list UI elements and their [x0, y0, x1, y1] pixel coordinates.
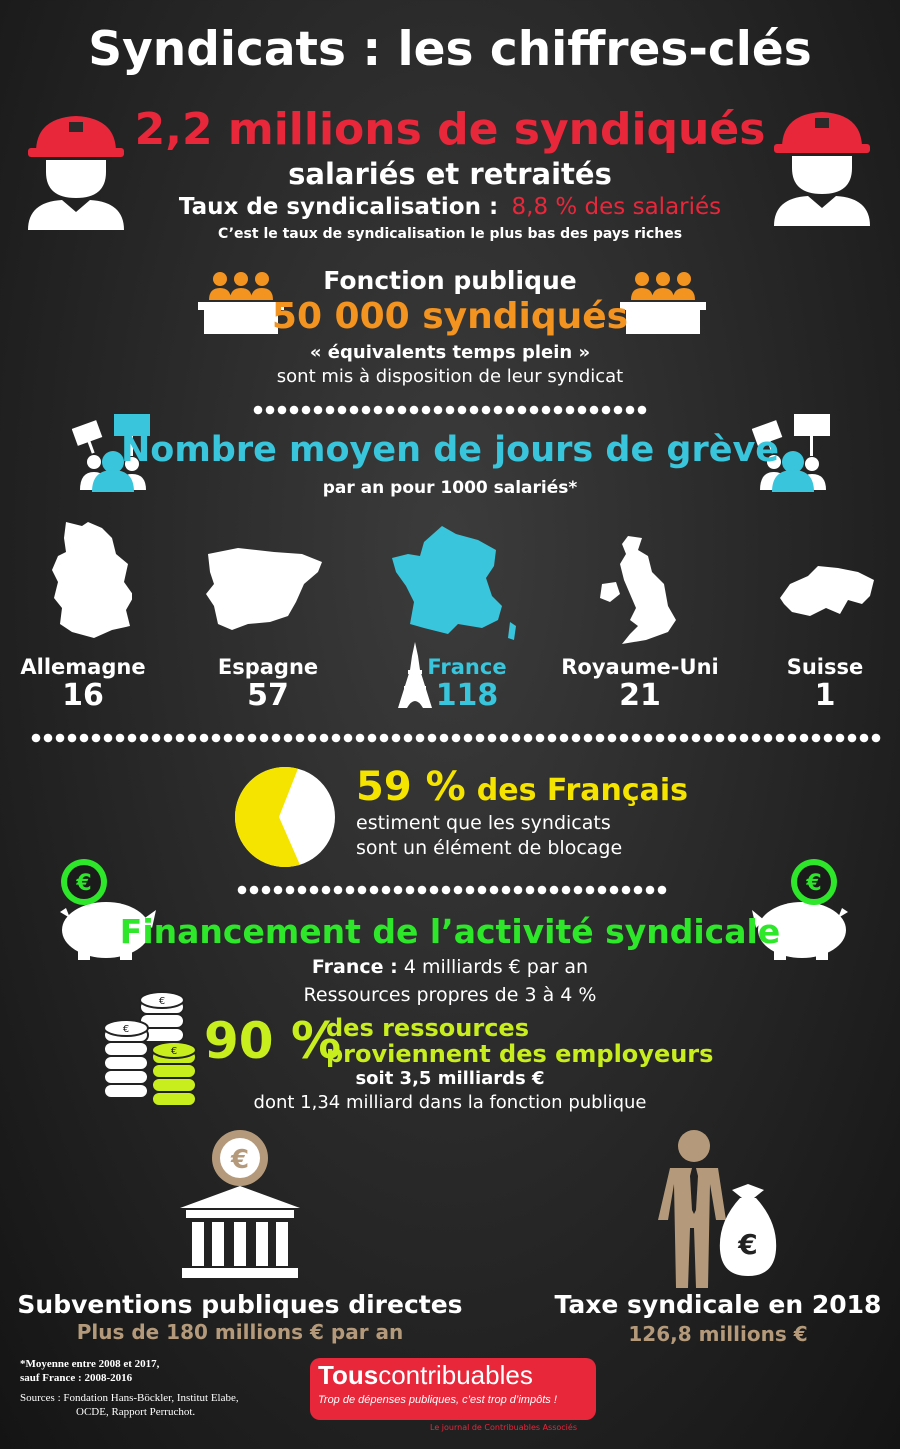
spain-map-icon — [204, 540, 326, 640]
country-name-spain: Espagne — [217, 655, 319, 679]
employer-share-percent: 90 % — [204, 1012, 342, 1070]
financing-detail2: dont 1,34 milliard dans la fonction publique — [253, 1092, 647, 1113]
opinion-line1: estiment que les syndicats — [356, 812, 611, 834]
logo-title — [318, 1360, 533, 1391]
svg-text:€: € — [230, 1145, 250, 1175]
country-value-france: 118 — [435, 678, 499, 713]
footnote — [20, 1357, 239, 1419]
page-title: Syndicats : les chiffres-clés — [88, 22, 812, 77]
svg-text:€: € — [806, 871, 822, 896]
logo-word2: contribuables — [378, 1360, 533, 1390]
strikes-sub: par an pour 1000 salariés* — [322, 478, 578, 498]
financing-country: France : — [311, 956, 398, 978]
country-name-france: France — [427, 655, 507, 679]
syndication-rate — [0, 194, 900, 220]
financing-line1 — [0, 956, 900, 978]
tous-contribuables-logo — [310, 1358, 596, 1420]
financing-line2: Ressources propres de 3 à 4 % — [303, 984, 597, 1006]
svg-text:€: € — [158, 996, 166, 1007]
financing-amount: 4 milliards € par an — [403, 956, 589, 978]
country-value-germany: 16 — [62, 678, 104, 713]
public-service-line1: « équivalents temps plein » — [309, 342, 591, 363]
tax-title: Taxe syndicale en 2018 — [554, 1290, 882, 1319]
dotted-divider — [252, 404, 648, 416]
svg-text:€: € — [738, 1228, 758, 1261]
country-name-germany: Allemagne — [20, 655, 146, 679]
subsidies-value: Plus de 180 millions € par an — [76, 1320, 404, 1344]
opinion-percent: 59 % — [356, 764, 466, 810]
tax-value: 126,8 millions € — [628, 1322, 808, 1346]
strikes-title: Nombre moyen de jours de grève — [120, 430, 779, 470]
rate-value: 8,8 % des salariés — [511, 194, 722, 220]
rate-note: C’est le taux de syndicalisation le plus bas des pays riches — [217, 226, 683, 242]
country-name-switzerland: Suisse — [786, 655, 864, 679]
logo-subtitle: Le journal de Contribuables Associés — [430, 1423, 577, 1432]
opinion-pie-chart — [230, 762, 340, 872]
country-name-uk: Royaume-Uni — [561, 655, 719, 679]
sources-line1: Sources : Fondation Hans-Böckler, Institut Elabe, — [20, 1392, 239, 1404]
dotted-divider — [30, 732, 882, 744]
svg-text:€: € — [170, 1046, 178, 1057]
svg-text:€: € — [76, 871, 92, 896]
employer-share-line1: des ressources — [326, 1014, 529, 1042]
united-kingdom-map-icon — [598, 532, 682, 648]
businessman-money-bag-icon — [656, 1124, 780, 1290]
rate-label: Taux de syndicalisation : — [178, 194, 499, 220]
financing-title: Financement de l’activité syndicale — [119, 912, 781, 951]
public-service-value: 50 000 syndiqués — [271, 296, 629, 337]
footnote-line1: *Moyenne entre 2008 et 2017, — [20, 1358, 160, 1370]
subsidies-title: Subventions publiques directes — [17, 1290, 463, 1319]
dotted-divider — [236, 884, 668, 896]
opinion-label: des Français — [476, 773, 689, 808]
bank-building-icon — [176, 1128, 304, 1280]
country-value-spain: 57 — [247, 678, 289, 713]
country-value-uk: 21 — [619, 678, 661, 713]
financing-detail1: soit 3,5 milliards € — [355, 1068, 545, 1089]
members-sub: salariés et retraités — [288, 157, 612, 191]
sources-line2: OCDE, Rapport Perruchot. — [76, 1406, 196, 1418]
logo-word1: Tous — [318, 1360, 379, 1390]
logo-tagline: Trop de dépenses publiques, c’est trop d’impôts ! — [318, 1394, 557, 1406]
opinion-headline — [356, 764, 688, 810]
employer-share-line2: proviennent des employeurs — [326, 1040, 714, 1068]
footnote-line2: sauf France : 2008-2016 — [20, 1372, 133, 1384]
public-service-line2: sont mis à disposition de leur syndicat — [276, 366, 624, 387]
members-headline: 2,2 millions de syndiqués — [134, 104, 766, 155]
france-map-icon — [390, 522, 520, 648]
coin-stacks-icon — [102, 990, 198, 1108]
country-value-switzerland: 1 — [814, 678, 836, 713]
public-service-title: Fonction publique — [323, 266, 577, 295]
switzerland-map-icon — [776, 562, 876, 622]
germany-map-icon — [36, 520, 132, 642]
opinion-line2: sont un élément de blocage — [356, 837, 623, 859]
svg-text:€: € — [122, 1024, 130, 1035]
